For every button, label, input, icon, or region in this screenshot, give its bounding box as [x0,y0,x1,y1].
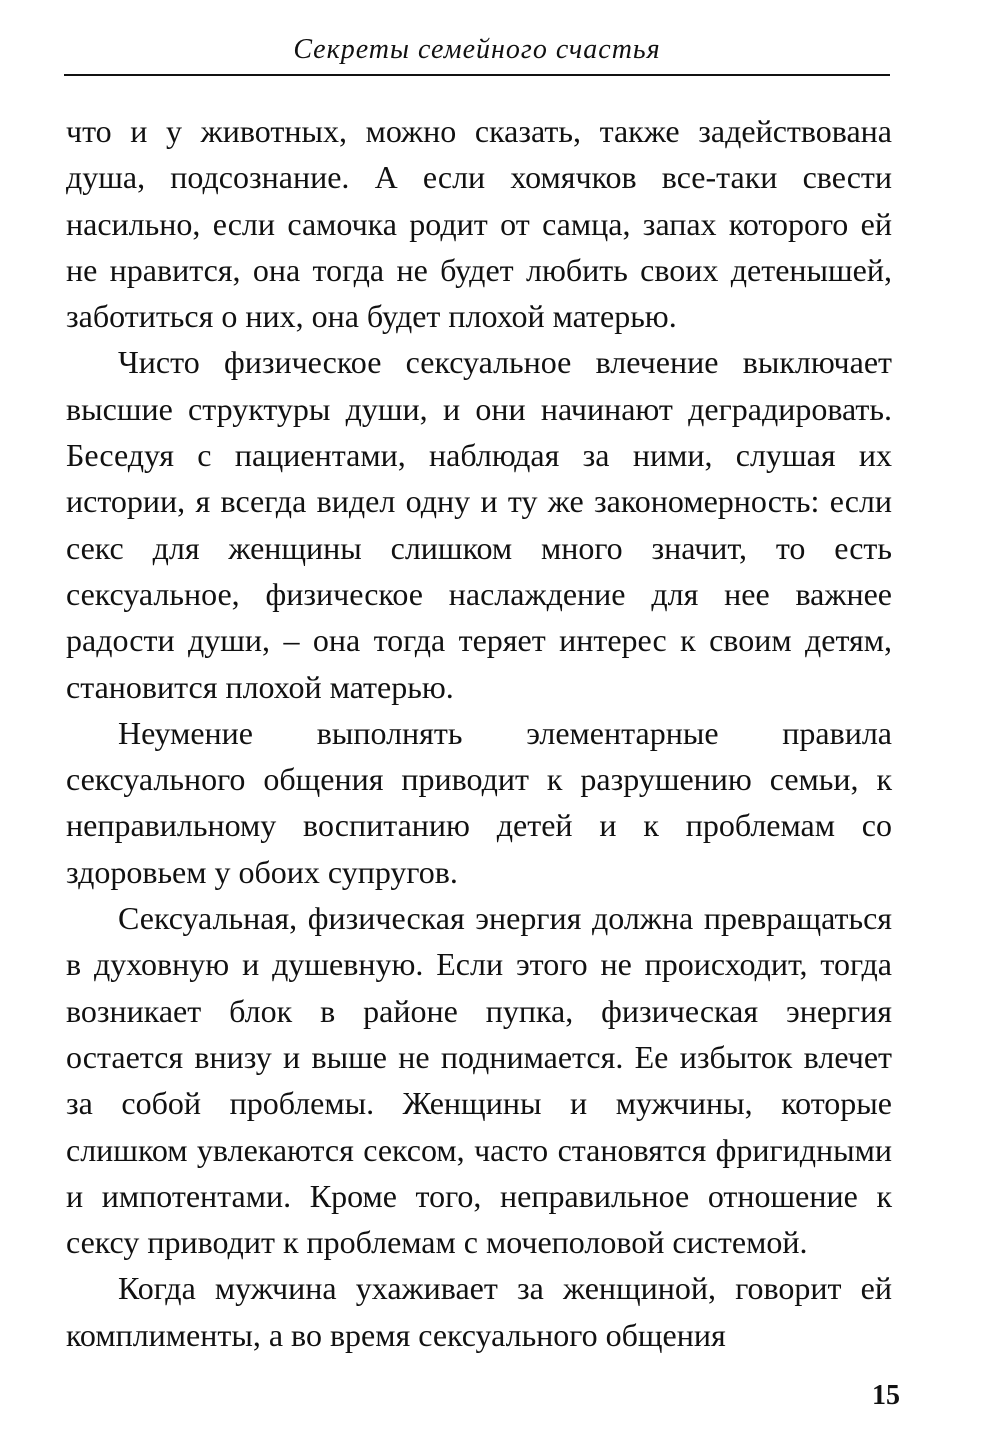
running-header: Секреты семейного счастья [293,34,661,65]
paragraph: Неумение выполнять элементарные правила сексуального общения приводит к разрушению семьи, к неправильному воспитанию детей и к проблемам со здоровьем у обоих супругов. [66,714,892,890]
header-rule [64,74,890,76]
body-text [66,108,892,1358]
paragraph: Когда мужчина ухаживает за женщиной, говорит ей комплименты, а во время сексуального общения [66,1270,892,1353]
page-number: 15 [872,1380,900,1411]
paragraph: Сексуальная, физическая энергия должна превращаться в духовную и душевную. Если этого не происходит, тогда возникает блок в районе пупка, физическая энергия остается внизу и выше не поднимается. Ее избыток влечет за собой проблемы. Женщины и мужчины, которые слишком увлекаются сексом, часто становятся фригидными и импотентами. Кроме того, неправильное отношение к сексу приводит к проблемам с мочеполовой системой. [66,900,892,1261]
paragraph: что и у животных, можно сказать, также задействована душа, подсознание. А если хомячков все-таки свести насильно, если самочка родит от самца, запах которого ей не нравится, она тогда не будет любить своих детенышей, заботиться о них, она будет плохой матерью. [66,113,892,335]
paragraph: Чисто физическое сексуальное влечение выключает высшие структуры души, и они начинают деградировать. Беседуя с пациентами, наблюдая за ними, слушая их истории, я всегда видел одну и ту же закономерность: если секс для женщины слишком много значит, то есть сексуальное, физическое наслаждение для нее важнее радости души, – она тогда теряет интерес к своим детям, становится плохой матерью. [66,344,892,705]
